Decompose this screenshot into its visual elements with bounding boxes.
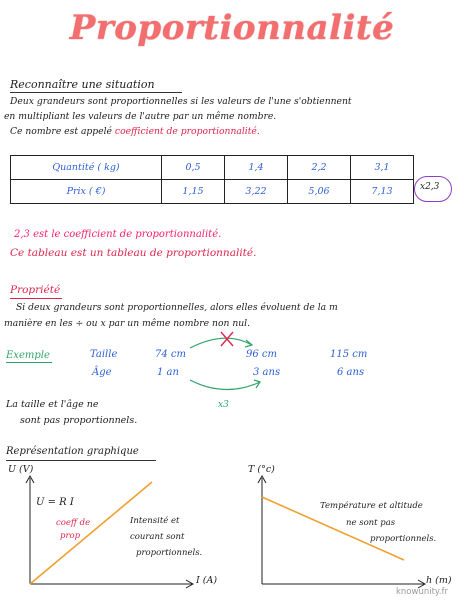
section-heading-property: Propriété [10,284,61,296]
table-cell: 5,06 [288,180,351,204]
right-note-1: Température et altitude [320,501,423,511]
property-line-1: Si deux grandeurs sont proportionnelles, alors elles évoluent de la m [16,302,338,313]
table-note: Ce tableau est un tableau de proportionnalité. [10,247,257,259]
table-cell: 0,5 [162,156,225,180]
coef-label-2: prop [60,531,81,541]
example-size-value: 96 cm [246,349,277,360]
example-size-value: 115 cm [330,349,368,360]
right-note-3: proportionnels. [370,534,437,544]
table-cell: 3,22 [225,180,288,204]
left-note-1: Intensité et [130,516,180,526]
property-line-2: manière en les ÷ ou x par un même nombre non nul. [4,318,251,329]
left-note-3: proportionnels. [136,548,203,558]
example-conclusion-2: sont pas proportionnels. [20,415,138,426]
coefficient-note: 2,3 est le coefficient de proportionnalité. [14,229,222,240]
example-age-value: 3 ans [253,367,281,378]
left-note-2: courant sont [130,532,185,542]
multiplier-label: x2,3 [420,182,440,192]
watermark: knowunity.fr [396,587,448,597]
formula: U = R I [36,497,74,508]
definition-line-1: Deux grandeurs sont proportionnelles si les valeurs de l'une s'obtiennent [10,96,352,107]
example-size-label: Taille [90,349,118,360]
example-size-value: 74 cm [155,349,186,360]
section-heading-recognize: Reconnaître une situation [10,78,155,91]
table-header-price: Prix ( €) [11,180,162,204]
graph-heading: Représentation graphique [6,446,139,457]
table-cell: 1,15 [162,180,225,204]
example-label: Exemple [6,350,50,361]
example-multiplier-label: x3 [218,400,229,410]
table-cell: 3,1 [351,156,414,180]
example-age-label: Âge [92,367,112,378]
left-x-label: I (A) [196,575,218,586]
coef-label-1: coeff de [56,518,91,528]
page-title: Proportionnalité [69,8,395,48]
table-cell: 1,4 [225,156,288,180]
right-note-2: ne sont pas [346,518,396,528]
example-age-value: 1 an [157,367,179,378]
right-y-label: T (°c) [248,464,275,475]
definition-line-2: en multipliant les valeurs de l'autre par un même nombre. [4,111,277,122]
table-cell: 7,13 [351,180,414,204]
definition-line-3-prefix: Ce nombre est appelé [10,126,112,137]
example-conclusion-1: La taille et l'âge ne [6,399,99,410]
left-y-label: U (V) [8,464,34,475]
coefficient-term: coefficient de proportionnalité. [114,126,260,137]
table-header-quantity: Quantité ( kg) [11,156,162,180]
table-cell: 2,2 [288,156,351,180]
right-x-label: h (m) [426,575,452,586]
example-age-value: 6 ans [337,367,365,378]
